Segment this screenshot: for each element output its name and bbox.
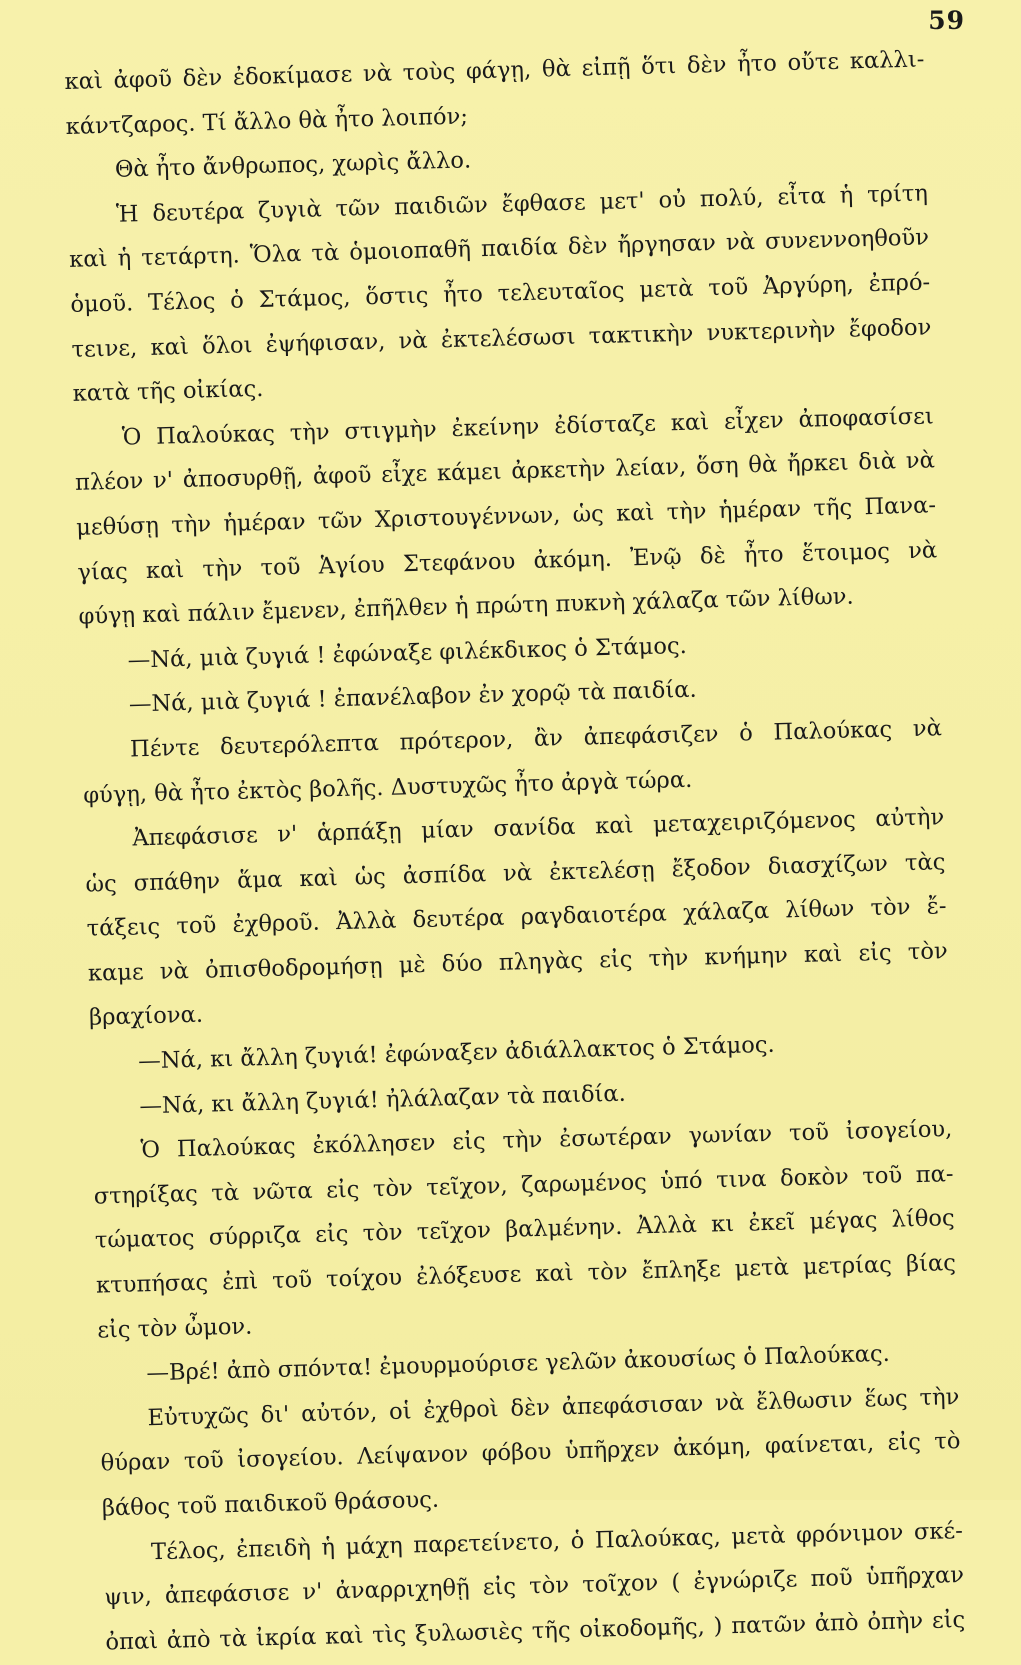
text-line: Εὐτυχῶς δι' αὐτόν, οἱ ἐχθροὶ δὲν ἀπεφάσισαν νὰ ἔλθωσιν ἕως τὴν	[147, 1383, 960, 1432]
text-line: Ὁ Παλούκας ἐκόλλησεν εἰς τὴν ἐσωτέραν γωνίαν τοῦ ἰσογείου,	[140, 1116, 953, 1164]
text-line: Θὰ ἦτο ἄνθρωπος, χωρὶς ἄλλο.	[114, 147, 472, 183]
text-line: ὀπαὶ ἀπὸ τὰ ἰκρία καὶ τὶς ξυλωσιὲς τῆς οἰκοδομῆς, ) πατῶν ἀπὸ ὀπὴν εἰς	[105, 1606, 966, 1656]
text-line: καὶ ἡ τετάρτη. Ὅλα τὰ ὁμοιοπαθῆ παιδία δὲν ἤργησαν νὰ συνεννοηθοῦν	[68, 224, 930, 274]
text-line: —Νά, κι ἄλλη ζυγιά! ἐφώναξεν ἀδιάλλακτος ὁ Στάμος.	[137, 1031, 775, 1075]
text-line: πλέον ν' ἀποσυρθῇ, ἀφοῦ εἶχε κάμει ἀρκετὴν λείαν, ὅση θὰ ἤρκει διὰ νὰ	[74, 447, 936, 497]
text-line: ψιν, ἀπεφάσισε ν' ἀναρριχηθῇ εἰς τὸν τοῖχον ( ἐγνώριζε ποῦ ὑπῆρχαν	[103, 1562, 965, 1611]
text-line: ὁμοῦ. Τέλος ὁ Στάμος, ὅστις ἦτο τελευταῖος μετὰ τοῦ Ἀργύρη, ἐπρό-	[70, 269, 931, 318]
body-text	[64, 37, 966, 1664]
text-line: καμε νὰ ὀπισθοδρομήσῃ μὲ δύο πληγὰς εἰς τὴν κνήμην καὶ εἰς τὸν	[87, 938, 948, 987]
page-number: 59	[928, 6, 965, 35]
text-line: στηρίξας τὰ νῶτα εἰς τὸν τεῖχον, ζαρωμένος ὑπό τινα δοκὸν τοῦ πα-	[93, 1160, 954, 1210]
text-line: βραχίονα.	[88, 1002, 204, 1032]
text-line: φύγῃ, θὰ ἦτο ἐκτὸς βολῆς. Δυστυχῶς ἦτο ἀργὰ τώρα.	[82, 766, 693, 809]
text-line: Ἀπεφάσισε ν' ἁρπάξῃ μίαν σανίδα καὶ μεταχειριζόμενος αὐτὴν	[132, 804, 945, 852]
text-line: Ὁ Παλούκας τὴν στιγμὴν ἐκείνην ἐδίσταζε καὶ εἶχεν ἀποφασίσει	[121, 403, 934, 451]
text-line: Πέντε δευτερόλεπτα πρότερον, ἂν ἀπεφάσιζεν ὁ Παλούκας νὰ	[129, 715, 943, 763]
text-line: —Βρέ! ἀπὸ σπόντα! ἐμουρμούρισε γελῶν ἀκουσίως ὁ Παλούκας.	[146, 1341, 891, 1387]
text-line: θύραν τοῦ ἰσογείου. Λείψανον φόβου ὑπῆρχεν ἀκόμη, φαίνεται, εἰς τὸ	[100, 1428, 961, 1477]
text-line: φύγῃ καὶ πάλιν ἔμενεν, ἐπῆλθεν ἡ πρώτη πυκνὴ χάλαζα τῶν λίθων.	[78, 583, 854, 630]
text-line: —Νά, μιὰ ζυγιά ! ἐφώναξε φιλέκδικος ὁ Στάμος.	[127, 632, 688, 674]
text-line: τώματος σύρριζα εἰς τὸν τεῖχον βαλμένην. Ἀλλὰ κι ἐκεῖ μέγας λίθος	[94, 1205, 955, 1255]
text-line: —Νά, μιὰ ζυγιά ! ἐπανέλαβον ἐν χορῷ τὰ παιδία.	[128, 676, 697, 718]
text-line: μεθύσῃ τὴν ἡμέραν τῶν Χριστουγέννων, ὡς καὶ τὴν ἡμέραν τῆς Πανα-	[75, 492, 937, 541]
text-line: Ἡ δευτέρα ζυγιὰ τῶν παιδιῶν ἔφθασε μετ' οὐ πολύ, εἶτα ἡ τρίτη	[115, 180, 929, 228]
text-line: Τέλος, ἐπειδὴ ἡ μάχη παρετείνετο, ὁ Παλούκας, μετὰ φρόνιμον σκέ-	[150, 1517, 964, 1565]
text-line: κατὰ τῆς οἰκίας.	[72, 376, 264, 408]
text-line: τεινε, καὶ ὅλοι ἐψήφισαν, νὰ ἐκτελέσωσι τακτικὴν νυκτερινὴν ἔφοδον	[71, 313, 932, 363]
text-line: —Νά, κι ἄλλη ζυγιά! ἠλάλαζαν τὰ παιδία.	[139, 1080, 627, 1120]
text-line: κάντζαρος. Τί ἄλλο θὰ ἦτο λοιπόν;	[65, 103, 469, 140]
text-line: ὡς σπάθην ἅμα καὶ ὡς ἀσπίδα νὰ ἐκτελέσῃ ἔξοδον διασχίζων τὰς	[85, 848, 946, 898]
text-line: κτυπήσας ἐπὶ τοῦ τοίχου ἐλόξευσε καὶ τὸν ἔπληξε μετὰ μετρίας βίας	[95, 1250, 957, 1299]
text-line: τάξεις τοῦ ἐχθροῦ. Ἀλλὰ δευτέρα ραγδαιοτέρα χάλαζα λίθων τὸν ἔ-	[86, 893, 947, 942]
text-line: γίας καὶ τὴν τοῦ Ἁγίου Στεφάνου ἀκόμη. Ἐνῷ δὲ ἦτο ἕτοιμος νὰ	[77, 536, 938, 586]
text-line: βάθος τοῦ παιδικοῦ θράσους.	[101, 1486, 440, 1522]
text-line: καὶ ἀφοῦ δὲν ἐδοκίμασε νὰ τοὺς φάγῃ, θὰ εἰπῇ ὅτι δὲν ἦτο οὔτε καλλι-	[64, 46, 925, 95]
text-line: εἰς τὸν ὦμον.	[96, 1313, 253, 1344]
